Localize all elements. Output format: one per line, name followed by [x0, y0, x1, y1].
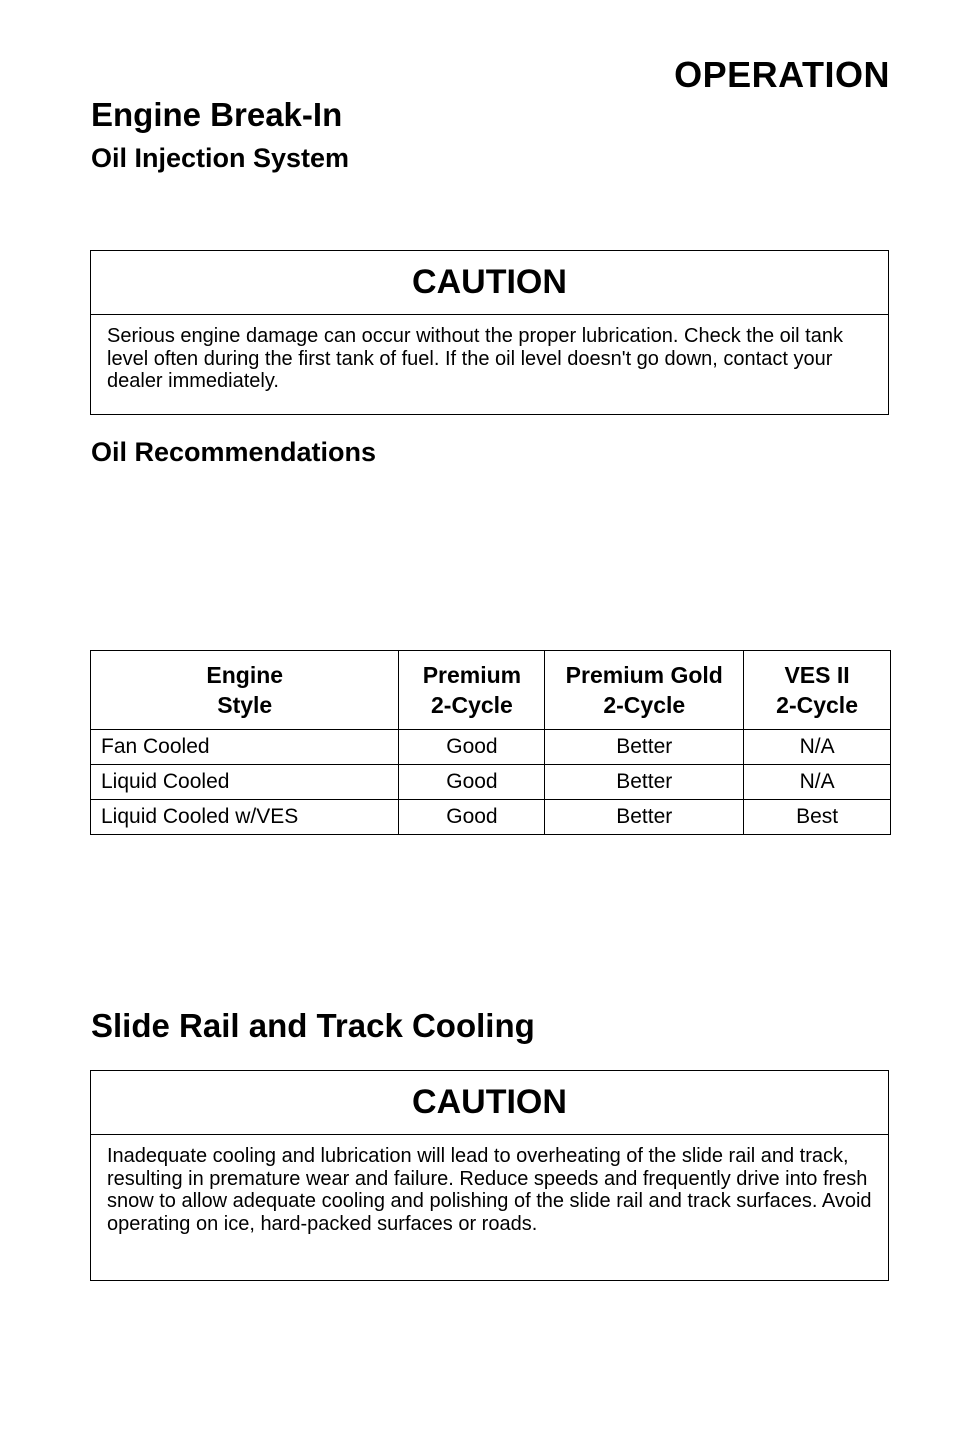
table-row — [91, 800, 891, 835]
table-row — [91, 765, 891, 800]
table-cell: N/A — [744, 765, 891, 800]
caution-text: Inadequate cooling and lubrication will lead to overheating of the slide rail and track, resulting in premature wear and failure. Reduce speeds and frequently drive into fresh snow to allow adequate cooling and polishing of the slide rail and track surfaces. Avoid operating on ice, hard-packed surfaces or roads. — [107, 1145, 872, 1235]
table-cell: Good — [399, 800, 545, 835]
table-cell: Good — [399, 765, 545, 800]
table-cell: Better — [545, 800, 744, 835]
caution-box-lubrication — [90, 250, 889, 415]
table-cell: Better — [545, 765, 744, 800]
heading-oil-injection-system: Oil Injection System — [91, 143, 350, 173]
oil-recommendations-table — [90, 650, 891, 835]
heading-slide-rail-track-cooling: Slide Rail and Track Cooling — [91, 1007, 535, 1044]
table-header-row — [91, 651, 891, 730]
table-cell: Best — [744, 800, 891, 835]
header-ves-ii: VES II 2-Cycle — [744, 651, 891, 730]
header-premium-gold: Premium Gold 2-Cycle — [545, 651, 744, 730]
caution-box-cooling — [90, 1070, 889, 1281]
heading-engine-break-in: Engine Break-In — [91, 96, 343, 133]
header-premium: Premium 2-Cycle — [399, 651, 545, 730]
caution-title: CAUTION — [91, 1071, 888, 1135]
table-cell: Liquid Cooled w/VES — [91, 800, 399, 835]
table-row — [91, 730, 891, 765]
header-engine-style: Engine Style — [91, 651, 399, 730]
table-cell: Fan Cooled — [91, 730, 399, 765]
table-cell: N/A — [744, 730, 891, 765]
heading-oil-recommendations: Oil Recommendations — [91, 437, 377, 467]
table-cell: Better — [545, 730, 744, 765]
section-header: OPERATION — [674, 54, 890, 95]
table-cell: Liquid Cooled — [91, 765, 399, 800]
caution-text: Serious engine damage can occur without the proper lubrication. Check the oil tank level often during the first tank of fuel. If the oil level doesn't go down, contact your dealer immediately. — [107, 325, 843, 392]
caution-title: CAUTION — [91, 251, 888, 315]
table-cell: Good — [399, 730, 545, 765]
